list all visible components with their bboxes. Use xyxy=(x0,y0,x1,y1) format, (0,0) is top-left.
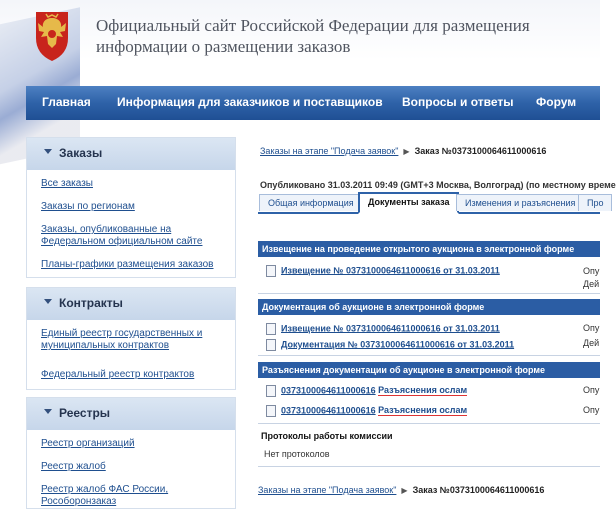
nav-faq[interactable]: Вопросы и ответы xyxy=(402,95,514,109)
document-icon xyxy=(266,323,276,335)
sidebar-registries-header[interactable] xyxy=(27,398,235,430)
breadcrumb-current: Заказ №0373100064611000616 xyxy=(414,146,547,156)
sidebar-orders-title: Заказы xyxy=(59,146,103,160)
breadcrumb xyxy=(260,146,546,156)
site-header xyxy=(0,0,600,86)
sidebar-link-complaints[interactable]: Реестр жалоб xyxy=(41,461,106,472)
notice-doc-row xyxy=(266,265,500,277)
breadcrumb-bottom-current: Заказ №0373100064611000616 xyxy=(412,485,545,495)
document-icon xyxy=(266,265,276,277)
published-info: Опубликовано 31.03.2011 09:49 (GMT+3 Москва, Волгоград) (по местному време xyxy=(260,180,616,190)
sidebar-link-unified-contracts[interactable]: Единый реестр государственных и муниципальных контрактов xyxy=(41,328,203,351)
documentation-doc-row xyxy=(266,339,514,351)
breadcrumb-parent-link[interactable]: Заказы на этапе "Подача заявок" xyxy=(260,146,399,156)
sidebar-link-fas-complaints[interactable]: Реестр жалоб ФАС России, Рособоронзаказ xyxy=(41,484,169,507)
divider xyxy=(258,355,600,356)
sidebar-orders-panel xyxy=(26,137,236,278)
sidebar-registries-title: Реестры xyxy=(59,406,111,420)
divider xyxy=(258,466,600,467)
sidebar-link-all-orders[interactable]: Все заказы xyxy=(41,178,93,189)
sidebar-contracts-panel xyxy=(26,287,236,390)
chevron-down-icon xyxy=(44,409,52,414)
notice-status-published: Опу xyxy=(583,266,600,276)
documentation-doc-link-2[interactable]: Документация № 0373100064611000616 от 31.03.2011 xyxy=(281,339,515,350)
document-icon xyxy=(266,339,276,351)
section-documentation-header: Документация об аукционе в электронной форме xyxy=(258,299,600,315)
tab-order-documents[interactable]: Документы заказа xyxy=(358,192,459,214)
nav-home[interactable]: Главная xyxy=(42,95,91,109)
sidebar-link-order-plans[interactable]: Планы-графики размещения заказов xyxy=(41,259,214,270)
sidebar-link-federal-contracts[interactable]: Федеральный реестр контрактов xyxy=(41,369,195,380)
site-title-line1: Официальный сайт Российской Федерации для размещения xyxy=(96,16,530,35)
document-icon xyxy=(266,385,276,397)
breadcrumb-bottom-parent-link[interactable]: Заказы на этапе "Подача заявок" xyxy=(258,485,397,495)
sidebar-registries-panel xyxy=(26,397,236,509)
breadcrumb-bottom xyxy=(258,485,544,495)
documentation-doc-row xyxy=(266,323,500,335)
notice-doc-link[interactable]: Извещение № 0373100064611000616 от 31.03.2011 xyxy=(281,265,500,276)
divider xyxy=(258,293,600,294)
sidebar-orders-header[interactable] xyxy=(27,138,235,170)
chevron-down-icon xyxy=(44,149,52,154)
breadcrumb-separator-icon: ▶ xyxy=(403,147,410,156)
breadcrumb-separator-icon: ▶ xyxy=(401,486,408,495)
nav-forum[interactable]: Форум xyxy=(536,95,577,109)
coat-of-arms-icon xyxy=(26,4,78,64)
documentation-status-active: Дей xyxy=(583,338,600,348)
clarification-row xyxy=(266,385,467,397)
notice-status-active: Дей xyxy=(583,279,600,289)
divider xyxy=(258,423,600,424)
section-clarifications-header: Разъяснения документации об аукционе в электронной форме xyxy=(258,362,600,378)
documentation-doc-link-1[interactable]: Извещение № 0373100064611000616 от 31.03.2011 xyxy=(281,323,500,334)
tab-bar xyxy=(258,194,604,214)
clarification-status: Опу xyxy=(583,405,600,415)
sidebar-link-orders-by-region[interactable]: Заказы по регионам xyxy=(41,201,135,212)
sidebar-contracts-title: Контракты xyxy=(59,296,123,310)
sidebar-link-federal-orders[interactable]: Заказы, опубликованные на Федеральном официальном сайте xyxy=(41,224,203,247)
chevron-down-icon xyxy=(44,299,52,304)
nav-info-for-customers[interactable]: Информация для заказчиков и поставщиков xyxy=(117,95,383,109)
clarification-number-link[interactable]: 0373100064611000616 xyxy=(281,405,376,416)
documentation-status-published: Опу xyxy=(583,323,600,333)
section-protocols-header: Протоколы работы комиссии xyxy=(261,431,393,441)
tab-protocols[interactable]: Про xyxy=(578,194,612,211)
document-icon xyxy=(266,405,276,417)
clarification-number-link[interactable]: 0373100064611000616 xyxy=(281,385,376,396)
clarification-status: Опу xyxy=(583,385,600,395)
tab-changes[interactable]: Изменения и разъяснения xyxy=(456,194,584,211)
main-navbar xyxy=(26,86,600,120)
clarification-row xyxy=(266,405,467,417)
sidebar-contracts-header[interactable] xyxy=(27,288,235,320)
clarification-label-link[interactable]: Разъяснения ослам xyxy=(378,405,468,416)
section-notice-header: Извещение на проведение открытого аукциона в электронной форме xyxy=(258,241,600,257)
site-title xyxy=(96,15,530,57)
sidebar-link-organizations[interactable]: Реестр организаций xyxy=(41,438,135,449)
site-title-line2: информации о размещении заказов xyxy=(96,37,351,56)
tab-general-info[interactable]: Общая информация xyxy=(259,194,363,211)
no-protocols-text: Нет протоколов xyxy=(264,449,330,459)
clarification-label-link[interactable]: Разъяснения ослам xyxy=(378,385,468,396)
